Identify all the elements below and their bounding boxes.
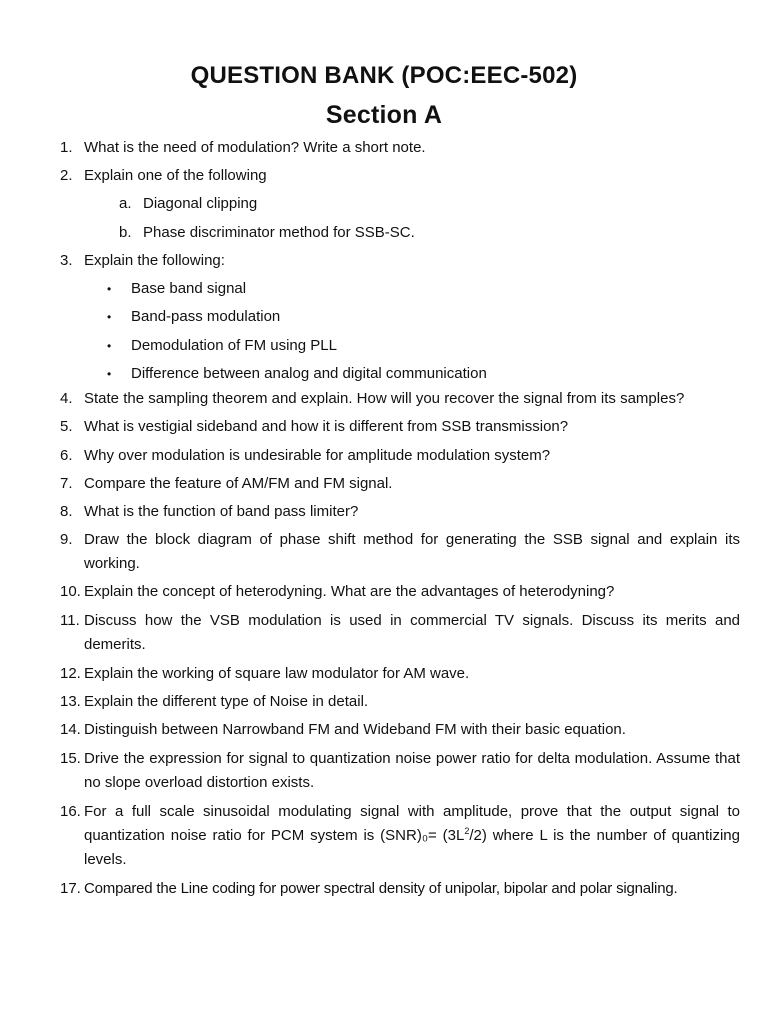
bullet-item — [107, 362, 487, 386]
question-text-part: /2) where L is the number of quantizing levels. — [84, 827, 740, 868]
sub-item-text: Phase discriminator method for SSB-SC. — [143, 224, 415, 241]
question-item — [60, 472, 740, 496]
document-title: QUESTION BANK (POC:EEC-502) — [190, 62, 578, 89]
question-text: Why over modulation is undesirable for amplitude modulation system? — [84, 447, 551, 464]
question-item — [60, 387, 740, 411]
question-item — [60, 690, 740, 714]
question-number: 17. — [60, 880, 81, 897]
question-number: 4. — [60, 390, 73, 407]
question-text: What is vestigial sideband and how it is different from SSB transmission? — [84, 418, 569, 435]
sub-item-label: a. — [119, 195, 132, 212]
question-text: Discuss how the VSB modulation is used in commercial TV signals. Discuss its merits and demerits. — [84, 612, 740, 653]
question-text: Explain the following: — [84, 252, 225, 269]
question-text: Explain the concept of heterodyning. What are the advantages of heterodyning? — [84, 583, 615, 600]
bullet-icon: • — [107, 282, 112, 296]
bullet-text: Demodulation of FM using PLL — [131, 337, 337, 354]
question-text: State the sampling theorem and explain. How will you recover the signal from its samples? — [84, 390, 685, 407]
question-number: 6. — [60, 447, 73, 464]
superscript: 2 — [464, 826, 470, 836]
question-item — [60, 528, 740, 576]
sub-item-text: Diagonal clipping — [143, 195, 258, 212]
question-number: 16. — [60, 803, 81, 820]
bullet-text: Difference between analog and digital communication — [131, 365, 487, 382]
question-number: 5. — [60, 418, 73, 435]
question-item — [60, 662, 740, 686]
question-item — [60, 249, 740, 273]
question-item — [60, 136, 740, 160]
question-text — [84, 800, 740, 872]
question-item — [60, 415, 740, 439]
question-number: 15. — [60, 750, 81, 767]
question-number: 7. — [60, 475, 73, 492]
bullet-item — [107, 277, 246, 301]
bullet-item — [107, 334, 337, 358]
sub-item-label: b. — [119, 224, 132, 241]
question-text: Draw the block diagram of phase shift method for generating the SSB signal and explain its working. — [84, 531, 740, 572]
question-number: 13. — [60, 693, 81, 710]
question-item — [60, 800, 740, 872]
bullet-text: Base band signal — [131, 280, 247, 297]
question-text-part: For a full scale sinusoidal modulating signal with amplitude, prove that the output signal to quantization noise ratio for PCM system is (SNR)₀= (3L — [84, 803, 740, 844]
question-item — [60, 500, 740, 524]
bullet-icon: • — [107, 339, 112, 353]
bullet-item — [107, 305, 280, 329]
question-text: Explain one of the following — [84, 167, 267, 184]
question-number: 9. — [60, 531, 73, 548]
question-item — [60, 164, 740, 188]
question-item — [60, 580, 740, 604]
question-number: 14. — [60, 721, 81, 738]
question-item — [60, 444, 740, 468]
question-item — [60, 718, 740, 742]
bullet-text: Band-pass modulation — [131, 308, 281, 325]
question-number: 3. — [60, 252, 73, 269]
question-text: What is the need of modulation? Write a short note. — [84, 139, 426, 156]
question-text: Compare the feature of AM/FM and FM signal. — [84, 475, 393, 492]
question-item — [60, 609, 740, 657]
question-number: 1. — [60, 139, 73, 156]
question-text: What is the function of band pass limiter? — [84, 503, 359, 520]
question-item — [60, 747, 740, 795]
question-item — [60, 877, 740, 901]
question-number: 2. — [60, 167, 73, 184]
question-number: 11. — [60, 612, 80, 629]
sub-item — [119, 221, 415, 245]
sub-item — [119, 192, 257, 216]
bullet-icon: • — [107, 310, 112, 324]
question-text: Explain the different type of Noise in detail. — [84, 693, 369, 710]
question-text: Compared the Line coding for power spectral density of unipolar, bipolar and polar signaling. — [84, 880, 678, 897]
question-text: Distinguish between Narrowband FM and Wideband FM with their basic equation. — [84, 721, 626, 738]
bullet-icon: • — [107, 367, 112, 381]
question-text: Explain the working of square law modulator for AM wave. — [84, 665, 470, 682]
section-heading: Section A — [325, 101, 443, 129]
question-number: 10. — [60, 583, 81, 600]
question-text: Drive the expression for signal to quantization noise power ratio for delta modulation. Assume that no slope overload distortion exists. — [84, 750, 740, 791]
question-number: 12. — [60, 665, 81, 682]
question-number: 8. — [60, 503, 73, 520]
